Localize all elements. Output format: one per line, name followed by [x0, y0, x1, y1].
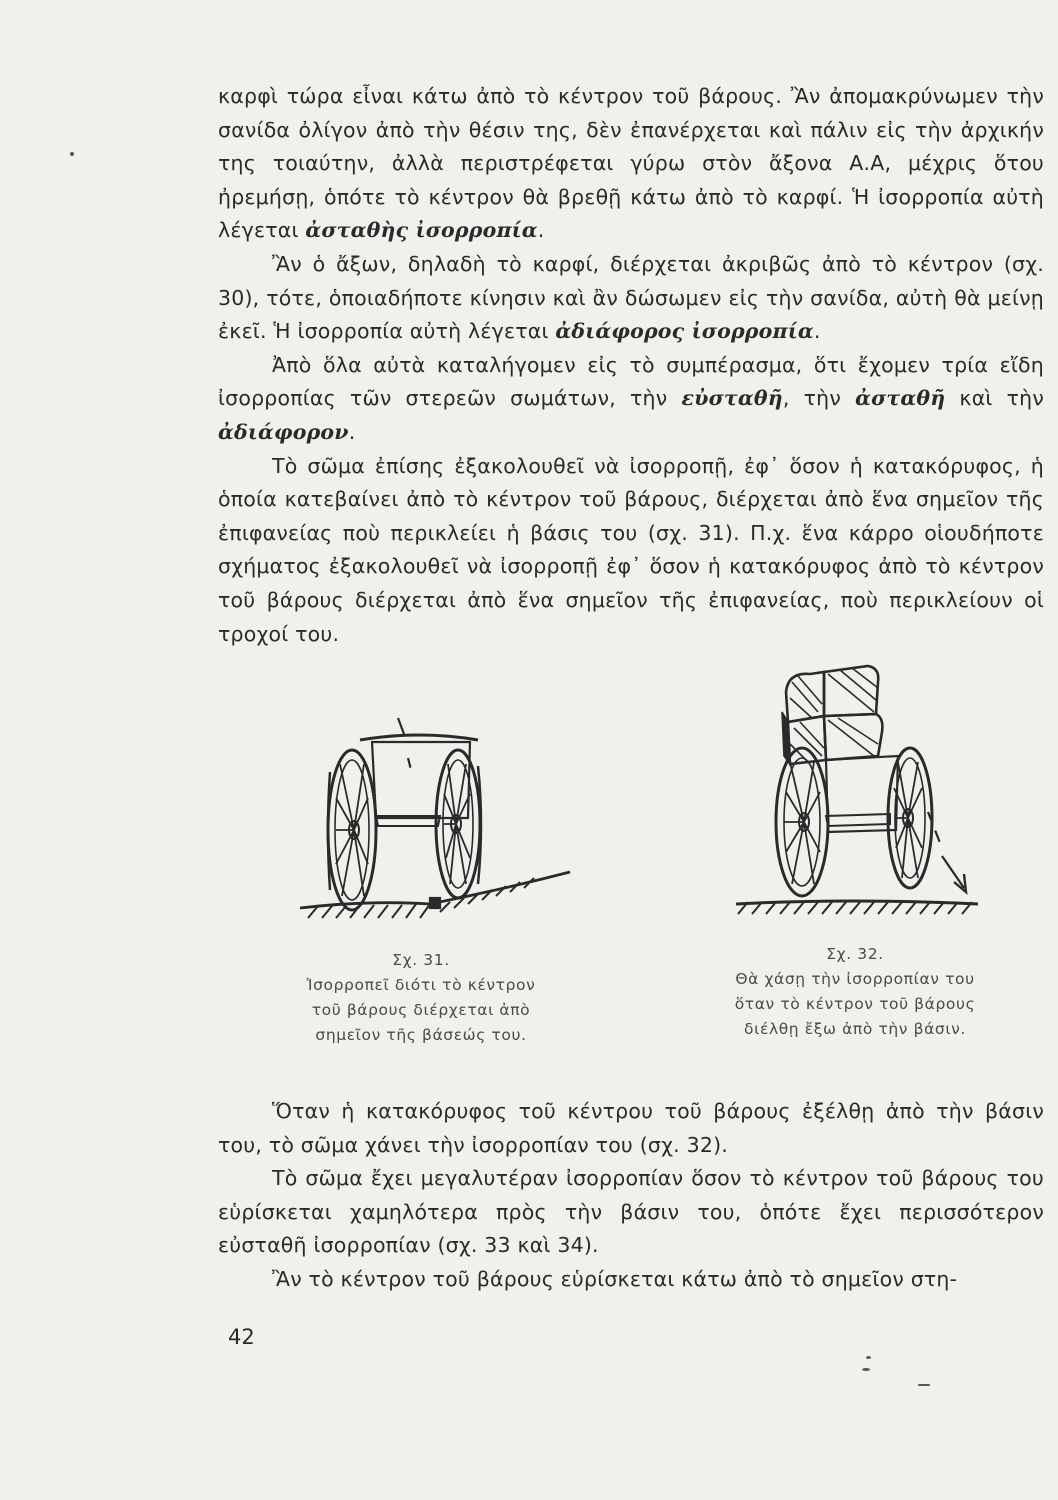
figure-32-caption — [686, 942, 1024, 1042]
left-wheel — [328, 750, 376, 910]
gravity-arrow-line — [942, 856, 964, 888]
paragraph-continuation: Ἂν τὸ κέντρον τοῦ βάρους εὑρίσκεται κάτω ἀπὸ τὸ σημεῖον στη- — [272, 1266, 958, 1291]
term-neutral-equilibrium: ἀδιάφορος ἰσορροπία — [555, 319, 814, 344]
paragraph-unstable-equilibrium: καρφὶ τώρα εἶναι κάτω ἀπὸ τὸ κέντρον τοῦ βάρους. Ἂν ἀπομακρύνωμεν τὴν σανίδα ὀλίγον ἀπὸ τὴν θέσιν της, δὲν ἐπανέρχεται καὶ πάλιν εἰς τὴν ἀρχικήν της τοιαύτην, ἀλλὰ περιστρέφεται γύρω στὸν ἄξονα Α.Α, μέχρις ὅτου ἠρεμήσῃ, ὁπότε τὸ κέντρον θὰ βρεθῇ κάτω ἀπὸ τὸ καρφί. Ἡ ἰσορροπία αὐτὴ λέγεται ἀσταθὴς ἰσορροπία. — [218, 84, 1044, 243]
figure-31-cart-illustration — [300, 712, 580, 922]
cart-top-rail — [360, 735, 478, 740]
figure-32-tipping-cart-illustration — [728, 652, 988, 924]
caption-line: σημεῖον τῆς βάσεώς του. — [315, 1026, 527, 1044]
bottom-text-block — [218, 1095, 1044, 1297]
caption-line: τοῦ βάρους διέρχεται ἀπὸ — [311, 1001, 531, 1019]
term-unstable-equilibrium: ἀσταθὴς ἰσορροπία — [305, 218, 538, 243]
left-wheel — [776, 748, 828, 896]
figure-31-caption — [262, 948, 580, 1048]
caption-line: ὅταν τὸ κέντρον τοῦ βάρους — [734, 995, 976, 1013]
right-wheel — [888, 748, 932, 888]
cart-box — [372, 742, 470, 818]
figure-31-number: Σχ. 31. — [392, 951, 450, 969]
right-wheel — [436, 750, 481, 898]
paper-speck — [918, 1384, 930, 1386]
gravity-line-top — [398, 718, 404, 734]
term-unstable: ἀσταθῆ — [855, 386, 946, 411]
caption-line: Ἰσορροπεῖ διότι τὸ κέντρον — [306, 976, 536, 994]
top-text-block — [218, 80, 1044, 651]
paragraph-lower-center: Τὸ σῶμα ἔχει μεγαλυτέραν ἰσορροπίαν ὅσον τὸ κέντρον τοῦ βάρους του εὑρίσκεται χαμηλότερα πρὸς τὴν βάσιν του, ὁπότε ἔχει περισσότερον εὐσταθῆ ἰσορροπίαν (σχ. 33 καὶ 34). — [218, 1166, 1044, 1258]
paper-speck — [862, 1368, 870, 1371]
term-stable: εὐσταθῆ — [681, 386, 783, 411]
caption-line: Θὰ χάσῃ τὴν ἰσορροπίαν του — [735, 970, 975, 988]
term-neutral: ἀδιάφορον — [218, 419, 349, 444]
figure-32-number: Σχ. 32. — [826, 945, 884, 963]
page-number: 42 — [228, 1325, 255, 1349]
paragraph-three-kinds: Ἀπὸ ὅλα αὐτὰ καταλήγομεν εἰς τὸ συμπέρασμα, ὅτι ἔχομεν τρία εἴδη ἰσορροπίας τῶν στερεῶν σωμάτων, τὴν εὐσταθῆ, τὴν ἀσταθῆ καὶ τὴν ἀδιάφορον. — [218, 352, 1044, 444]
paragraph-neutral-equilibrium: Ἂν ὁ ἄξων, δηλαδὴ τὸ καρφί, διέρχεται ἀκριβῶς ἀπὸ τὸ κέντρον (σχ. 30), τότε, ὁποιαδήποτε κίνησιν καὶ ἂν δώσωμεν εἰς τὴν σανίδα, αὐτὴ θὰ μείνῃ ἐκεῖ. Ἡ ἰσορροπία αὐτὴ λέγεται ἀδιάφορος ἰσορροπία. — [218, 251, 1044, 344]
gravity-line-dashed — [408, 758, 412, 774]
paper-speck — [866, 1356, 871, 1359]
paragraph-base-support: Τὸ σῶμα ἐπίσης ἐξακολουθεῖ νὰ ἰσορροπῇ, ἐφ᾽ ὅσον ἡ κατακόρυφος, ἡ ὁποία κατεβαίνει ἀπὸ τὸ κέντρον τοῦ βάρους, διέρχεται ἀπὸ ἕνα σημεῖον τῆς ἐπιφανείας ποὺ περικλείει ἡ βάσις του (σχ. 31). Π.χ. ἕνα κάρρο οἱουδήποτε σχήματος ἐξακολουθεῖ νὰ ἰσορροπῇ ἐφ᾽ ὅσον ἡ κατακόρυφος ἀπὸ τὸ κέντρον τοῦ βάρους διέρχεται ἀπὸ ἕνα σημεῖον τῆς ἐπιφανείας, ποὺ περικλείουν οἱ τροχοί του. — [218, 453, 1044, 646]
axle-beam — [826, 814, 890, 826]
caption-line: διέλθῃ ἔξω ἀπὸ τὴν βάσιν. — [744, 1020, 966, 1038]
paper-speck — [70, 152, 74, 156]
paragraph-losing-balance: Ὅταν ἡ κατακόρυφος τοῦ κέντρου τοῦ βάρους ἐξέλθῃ ἀπὸ τὴν βάσιν του, τὸ σῶμα χάνει τὴν ἰσορροπίαν του (σχ. 32). — [218, 1099, 1044, 1157]
